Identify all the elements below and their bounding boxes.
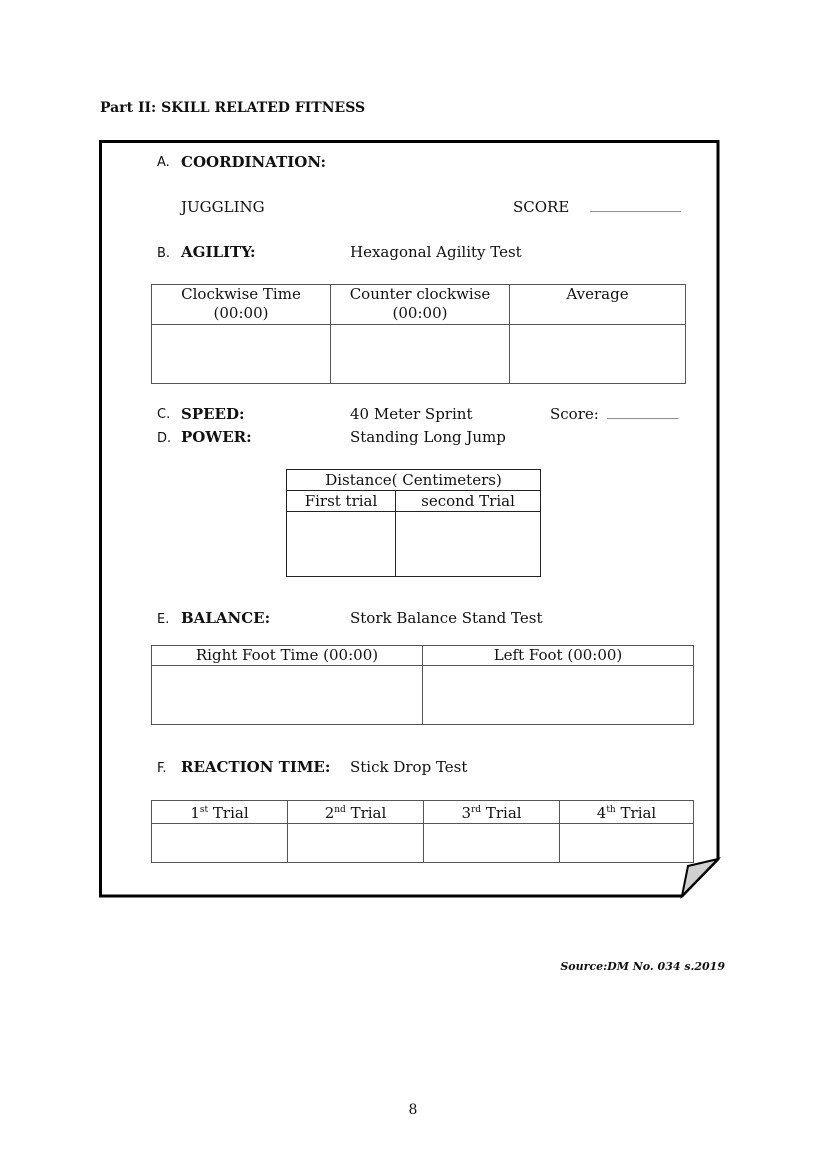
balance-label: BALANCE: xyxy=(181,609,271,627)
clockwise-header: Clockwise Time (00:00) xyxy=(152,285,331,325)
counter-clockwise-header: Counter clockwise (00:00) xyxy=(331,285,510,325)
speed-label: SPEED: xyxy=(181,405,245,423)
left-foot-cell[interactable] xyxy=(423,666,694,725)
coordination-score-field[interactable]: ______________ xyxy=(590,198,681,213)
coordination-label: COORDINATION: xyxy=(181,153,327,171)
average-cell[interactable] xyxy=(510,325,686,384)
trial-2-cell[interactable] xyxy=(288,824,424,863)
counter-clockwise-cell[interactable] xyxy=(331,325,510,384)
section-b-letter: B. xyxy=(157,246,171,261)
right-foot-cell[interactable] xyxy=(152,666,423,725)
source-citation: Source:DM No. 034 s.2019 xyxy=(560,960,725,973)
speed-score-field[interactable]: ___________ xyxy=(607,405,679,420)
second-trial-header: second Trial xyxy=(396,491,541,512)
section-d-letter: D. xyxy=(157,431,172,446)
trial-4-header: 4th Trial xyxy=(560,801,694,824)
reaction-time-label: REACTION TIME: xyxy=(181,758,331,776)
power-table xyxy=(286,469,541,577)
trial-3-cell[interactable] xyxy=(424,824,560,863)
agility-label: AGILITY: xyxy=(181,243,256,261)
trial-3-header: 3rd Trial xyxy=(424,801,560,824)
page-number: 8 xyxy=(408,1102,418,1118)
speed-score-label: Score: xyxy=(550,405,599,423)
clockwise-cell[interactable] xyxy=(152,325,331,384)
power-test-name: Standing Long Jump xyxy=(350,428,506,446)
first-trial-cell[interactable] xyxy=(287,512,396,577)
section-e-letter: E. xyxy=(157,612,170,627)
section-f-letter: F. xyxy=(157,761,167,776)
trial-1-cell[interactable] xyxy=(152,824,288,863)
balance-table xyxy=(151,645,694,725)
balance-test-name: Stork Balance Stand Test xyxy=(350,609,543,627)
trial-1-header: 1st Trial xyxy=(152,801,288,824)
juggling-text: JUGGLING xyxy=(181,198,265,216)
section-a-letter: A. xyxy=(157,155,170,170)
agility-test-name: Hexagonal Agility Test xyxy=(350,243,522,261)
part-title: Part II: SKILL RELATED FITNESS xyxy=(100,100,366,116)
power-label: POWER: xyxy=(181,428,252,446)
agility-table xyxy=(151,284,686,384)
first-trial-header: First trial xyxy=(287,491,396,512)
reaction-table xyxy=(151,800,694,863)
section-c-letter: C. xyxy=(157,407,171,422)
distance-header: Distance( Centimeters) xyxy=(287,470,541,491)
trial-4-cell[interactable] xyxy=(560,824,694,863)
right-foot-header: Right Foot Time (00:00) xyxy=(152,646,423,666)
speed-test-name: 40 Meter Sprint xyxy=(350,405,473,423)
coordination-score-label: SCORE xyxy=(513,198,570,216)
left-foot-header: Left Foot (00:00) xyxy=(423,646,694,666)
reaction-test-name: Stick Drop Test xyxy=(350,758,468,776)
second-trial-cell[interactable] xyxy=(396,512,541,577)
trial-2-header: 2nd Trial xyxy=(288,801,424,824)
average-header: Average xyxy=(510,285,686,325)
